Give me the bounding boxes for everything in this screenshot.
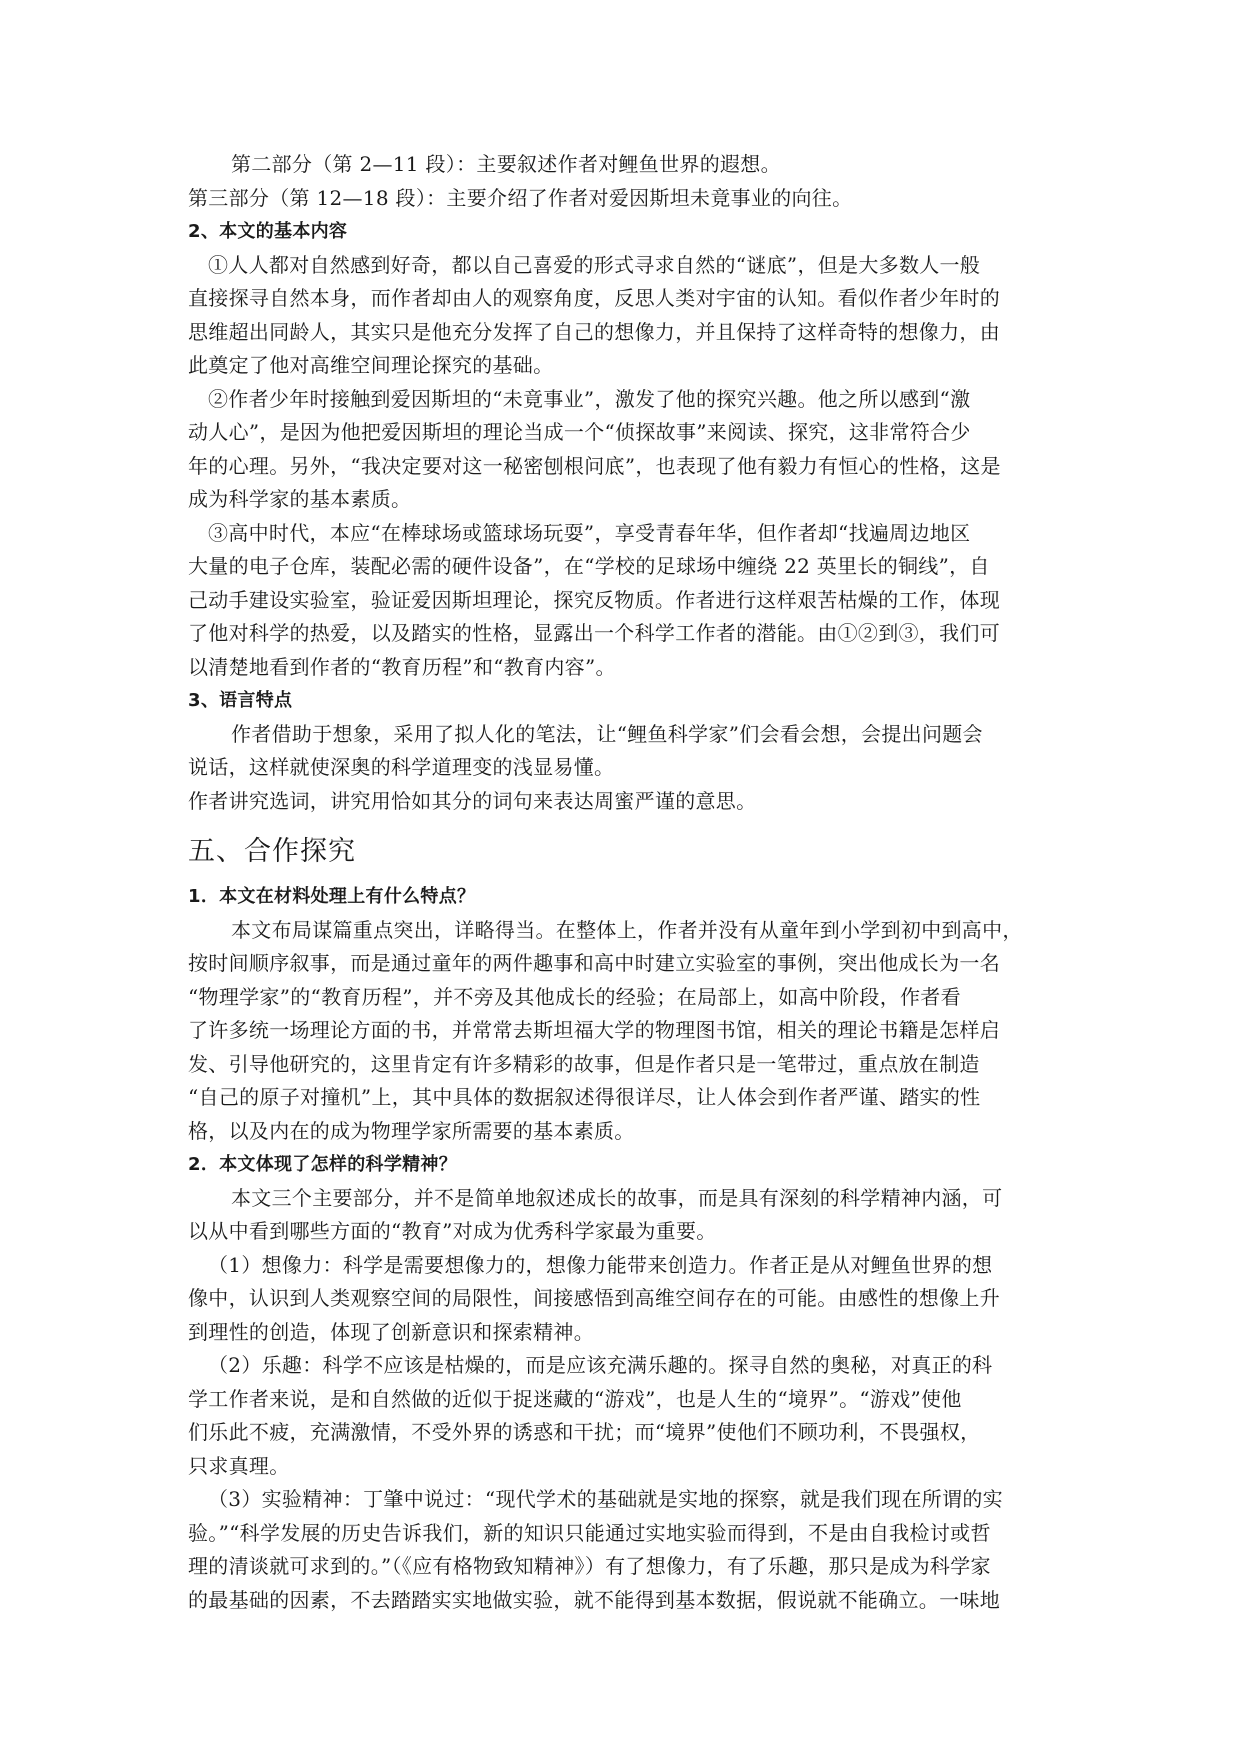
section-heading-2: 2、本文的基本内容	[188, 221, 348, 242]
answer-1-paragraph: 了许多统一场理论方面的书，并常常去斯坦福大学的物理图书馆，相关的理论书籍是怎样启	[188, 1018, 1000, 1042]
answer-2-point-3: 的最基础的因素，不去踏踏实实地做实验，就不能得到基本数据，假说就不能确立。一味地	[188, 1587, 1000, 1612]
answer-2-intro: 以从中看到哪些方面的“教育”对成为优秀科学家最为重要。	[188, 1219, 717, 1243]
part-two-line: 第二部分（第 2—11 段）：主要叙述作者对鲤鱼世界的遐想。	[231, 152, 781, 176]
answer-2-point-1: 像中，认识到人类观察空间的局限性，间接感悟到高维空间存在的可能。由感性的想像上升	[188, 1286, 1000, 1310]
document-page	[188, 148, 1078, 1617]
content-paragraph-3: 了他对科学的热爱，以及踏实的性格，显露出一个科学工作者的潜能。由①②到③，我们可	[188, 621, 1000, 645]
language-paragraph-2: 作者讲究选词，讲究用恰如其分的词句来表达周蜜严谨的意思。	[188, 788, 757, 813]
answer-1-paragraph: “物理学家”的“教育历程”，并不旁及其他成长的经验；在局部上，如高中阶段，作者看	[188, 984, 961, 1009]
answer-2-point-3: （3）实验精神：丁肇中说过：“现代学术的基础就是实地的探察，就是我们现在所谓的实	[208, 1487, 1003, 1511]
content-paragraph-2: 年的心理。另外，“我决定要对这一秘密刨根问底”，也表现了他有毅力有恒心的性格，这是	[188, 453, 1001, 478]
content-paragraph-1: 思维超出同龄人，其实只是他充分发挥了自己的想像力，并且保持了这样奇特的想像力，由	[188, 319, 1000, 344]
answer-2-point-2: （2）乐趣：科学不应该是枯燥的，而是应该充满乐趣的。探寻自然的奥秘，对真正的科	[208, 1353, 993, 1377]
content-paragraph-1: 直接探寻自然本身，而作者却由人的观察角度，反思人类对宇宙的认知。看似作者少年时的	[188, 286, 1000, 310]
content-paragraph-1: 此奠定了他对高维空间理论探究的基础。	[188, 353, 554, 377]
question-2: 2．本文体现了怎样的科学精神？	[188, 1154, 458, 1175]
answer-2-point-1: （1）想像力：科学是需要想像力的，想像力能带来创造力。作者正是从对鲤鱼世界的想	[208, 1252, 993, 1277]
answer-2-point-1: 到理性的创造，体现了创新意识和探索精神。	[188, 1319, 594, 1344]
content-paragraph-3: 己动手建设实验室，验证爱因斯坦理论，探究反物质。作者进行这样艰苦枯燥的工作，体现	[188, 587, 1000, 612]
answer-1-paragraph: 发、引导他研究的，这里肯定有许多精彩的故事，但是作者只是一笔带过，重点放在制造	[188, 1051, 980, 1076]
part-three-line: 第三部分（第 12—18 段）：主要介绍了作者对爱因斯坦未竟事业的向往。	[188, 185, 853, 210]
answer-1-paragraph: “自己的原子对撞机”上，其中具体的数据叙述得很详尽，让人体会到作者严谨、踏实的性	[188, 1085, 981, 1109]
section-heading-3: 3、语言特点	[188, 690, 293, 711]
answer-2-intro: 本文三个主要部分，并不是简单地叙述成长的故事，而是具有深刻的科学精神内涵，可	[231, 1185, 1003, 1210]
content-paragraph-2: ②作者少年时接触到爱因斯坦的“未竟事业”，激发了他的探究兴趣。他之所以感到“激	[208, 386, 971, 411]
answer-2-point-2: 学工作者来说，是和自然做的近似于捉迷藏的“游戏”，也是人生的“境界”。“游戏”使他	[188, 1386, 962, 1411]
chapter-heading-5: 五、合作探究	[188, 836, 356, 867]
answer-2-point-3: 验。”“科学发展的历史告诉我们，新的知识只能通过实地实验而得到，不是由自我检讨或哲	[188, 1520, 991, 1545]
answer-1-paragraph: 按时间顺序叙事，而是通过童年的两件趣事和高中时建立实验室的事例，突出他成长为一名	[188, 951, 1000, 975]
answer-2-point-3: 理的清谈就可求到的。”（《应有格物致知精神》）有了想像力，有了乐趣，那只是成为科学家	[188, 1554, 991, 1578]
content-paragraph-2: 成为科学家的基本素质。	[188, 487, 412, 511]
content-paragraph-3: 以清楚地看到作者的“教育历程”和“教育内容”。	[188, 654, 616, 679]
answer-1-paragraph: 本文布局谋篇重点突出，详略得当。在整体上，作者并没有从童年到小学到初中到高中，	[231, 917, 1023, 942]
content-paragraph-3: 大量的电子仓库，装配必需的硬件设备”，在“学校的足球场中缠绕 22 英里长的铜线”，自	[188, 554, 990, 578]
content-paragraph-2: 动人心”，是因为他把爱因斯坦的理论当成一个“侦探故事”来阅读、探究，这非常符合少	[188, 420, 971, 444]
answer-2-point-2: 们乐此不疲，充满激情，不受外界的诱惑和干扰；而“境界”使他们不顾功利，不畏强权，	[188, 1420, 981, 1444]
content-paragraph-3: ③高中时代，本应“在棒球场或篮球场玩耍”，享受青春年华，但作者却“找遍周边地区	[208, 520, 971, 545]
language-paragraph: 说话，这样就使深奥的科学道理变的浅显易懂。	[188, 755, 615, 779]
answer-1-paragraph: 格，以及内在的成为物理学家所需要的基本素质。	[188, 1118, 635, 1143]
question-1: 1．本文在材料处理上有什么特点？	[188, 886, 476, 907]
language-paragraph: 作者借助于想象，采用了拟人化的笔法，让“鲤鱼科学家”们会看会想，会提出问题会	[231, 721, 983, 746]
content-paragraph-1: ①人人都对自然感到好奇，都以自己喜爱的形式寻求自然的“谜底”，但是大多数人一般	[208, 252, 981, 277]
answer-2-point-2: 只求真理。	[188, 1453, 290, 1478]
